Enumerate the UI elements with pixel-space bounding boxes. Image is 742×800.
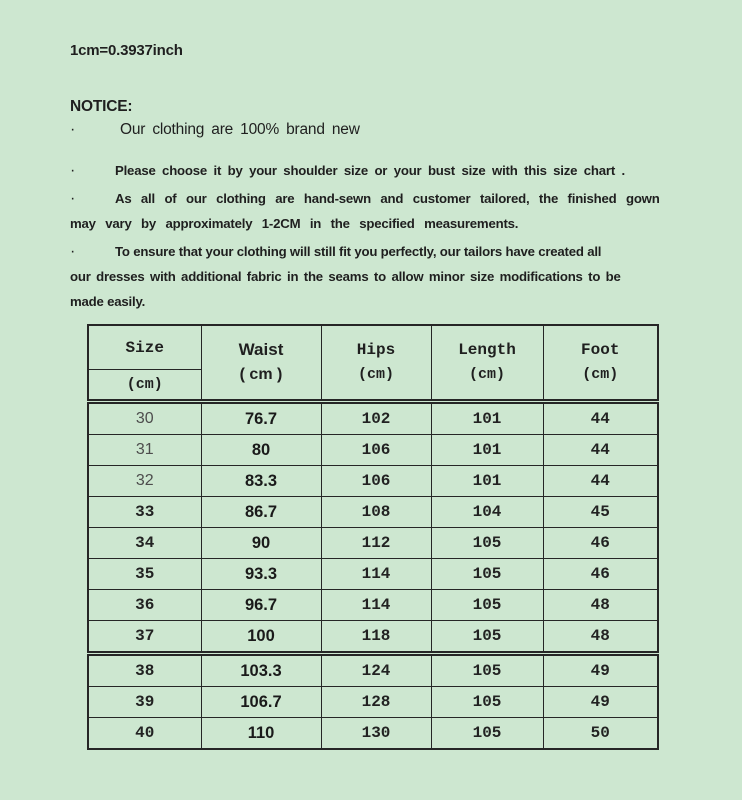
- cell-waist: 106.7: [201, 687, 321, 718]
- notice-line: made easily.: [70, 294, 146, 309]
- size-table-body: [88, 402, 658, 750]
- col-header-foot-unit: (cm): [582, 366, 619, 383]
- cell-hips: 124: [321, 654, 431, 687]
- cell-foot: 50: [543, 718, 658, 750]
- cell-size: 37: [88, 621, 201, 654]
- cell-waist: 86.7: [201, 497, 321, 528]
- notice-item: [70, 186, 680, 236]
- size-chart-table: [87, 324, 659, 750]
- cell-foot: 44: [543, 402, 658, 435]
- notice-line: To ensure that your clothing will still fit you perfectly, our tailors have created all: [115, 244, 602, 259]
- cell-length: 105: [431, 718, 543, 750]
- bullet-dot: ·: [70, 121, 76, 138]
- col-header-waist-label: Waist: [238, 340, 284, 359]
- table-row: [88, 497, 658, 528]
- table-row: [88, 528, 658, 559]
- cell-foot: 46: [543, 528, 658, 559]
- cell-foot: 46: [543, 559, 658, 590]
- cell-length: 104: [431, 497, 543, 528]
- cell-waist: 96.7: [201, 590, 321, 621]
- col-header-foot-label: Foot: [581, 341, 620, 359]
- cell-hips: 130: [321, 718, 431, 750]
- col-header-hips-label: Hips: [356, 341, 396, 359]
- notice-line: our dresses with additional fabric in the seams to allow minor size modifications to be: [70, 269, 621, 284]
- table-row: [88, 559, 658, 590]
- cell-length: 105: [431, 654, 543, 687]
- cell-length: 105: [431, 621, 543, 654]
- table-row: [88, 590, 658, 621]
- cell-hips: 112: [321, 528, 431, 559]
- cell-waist: 103.3: [201, 654, 321, 687]
- notice-line: may vary by approximately 1-2CM in the specified measurements.: [70, 216, 519, 231]
- cell-hips: 106: [321, 435, 431, 466]
- notice-line: Please choose it by your shoulder size or your bust size with this size chart .: [115, 163, 625, 178]
- notice-item: [70, 239, 680, 314]
- table-row: [88, 654, 658, 687]
- col-header-hips: [321, 325, 431, 402]
- cell-length: 105: [431, 528, 543, 559]
- table-row: [88, 621, 658, 654]
- cell-foot: 49: [543, 654, 658, 687]
- cell-waist: 93.3: [201, 559, 321, 590]
- col-header-waist: [201, 325, 321, 402]
- table-header: [88, 325, 658, 402]
- cell-size: 35: [88, 559, 201, 590]
- table-row: [88, 435, 658, 466]
- cell-hips: 114: [321, 559, 431, 590]
- cell-size: 31: [88, 435, 201, 466]
- table-row: [88, 718, 658, 750]
- cell-foot: 44: [543, 435, 658, 466]
- cell-foot: 48: [543, 621, 658, 654]
- cell-waist: 83.3: [201, 466, 321, 497]
- notice-item: [70, 158, 680, 183]
- cell-size: 36: [88, 590, 201, 621]
- cell-waist: 76.7: [201, 402, 321, 435]
- table-row: [88, 687, 658, 718]
- cell-size: 30: [88, 402, 201, 435]
- cell-foot: 45: [543, 497, 658, 528]
- cell-length: 105: [431, 559, 543, 590]
- cell-hips: 108: [321, 497, 431, 528]
- table-row: [88, 466, 658, 497]
- notice-line: As all of our clothing are hand-sewn and customer tailored, the finished gown: [115, 191, 660, 206]
- notice-item: [70, 119, 680, 141]
- header-row-1: [88, 325, 658, 370]
- col-header-size-unit: (cm): [88, 370, 201, 402]
- col-header-hips-unit: (cm): [357, 366, 394, 383]
- cell-foot: 48: [543, 590, 658, 621]
- cell-hips: 114: [321, 590, 431, 621]
- cell-size: 32: [88, 466, 201, 497]
- cell-waist: 80: [201, 435, 321, 466]
- cell-hips: 102: [321, 402, 431, 435]
- cell-size: 38: [88, 654, 201, 687]
- content-area: [70, 0, 680, 750]
- cell-hips: 128: [321, 687, 431, 718]
- cell-size: 34: [88, 528, 201, 559]
- cell-length: 105: [431, 687, 543, 718]
- bullet-dot: ·: [70, 190, 76, 207]
- col-header-length: [431, 325, 543, 402]
- bullet-dot: ·: [70, 243, 76, 260]
- cell-length: 101: [431, 435, 543, 466]
- notice-list: [70, 119, 680, 314]
- col-header-length-label: Length: [458, 341, 516, 359]
- cell-waist: 110: [201, 718, 321, 750]
- cell-length: 101: [431, 466, 543, 497]
- notice-title: NOTICE:: [70, 98, 133, 115]
- cell-length: 101: [431, 402, 543, 435]
- notice-line: Our clothing are 100% brand new: [120, 121, 360, 138]
- cell-hips: 106: [321, 466, 431, 497]
- table-row: [88, 402, 658, 435]
- cell-length: 105: [431, 590, 543, 621]
- cell-size: 40: [88, 718, 201, 750]
- col-header-length-unit: (cm): [468, 366, 505, 383]
- cell-hips: 118: [321, 621, 431, 654]
- col-header-waist-unit: ( cm ): [239, 366, 283, 383]
- cell-foot: 49: [543, 687, 658, 718]
- conversion-note: 1cm=0.3937inch: [70, 42, 183, 59]
- cell-waist: 90: [201, 528, 321, 559]
- bullet-dot: ·: [70, 162, 76, 179]
- cell-size: 39: [88, 687, 201, 718]
- col-header-size: Size: [88, 325, 201, 370]
- cell-foot: 44: [543, 466, 658, 497]
- col-header-foot: [543, 325, 658, 402]
- cell-waist: 100: [201, 621, 321, 654]
- cell-size: 33: [88, 497, 201, 528]
